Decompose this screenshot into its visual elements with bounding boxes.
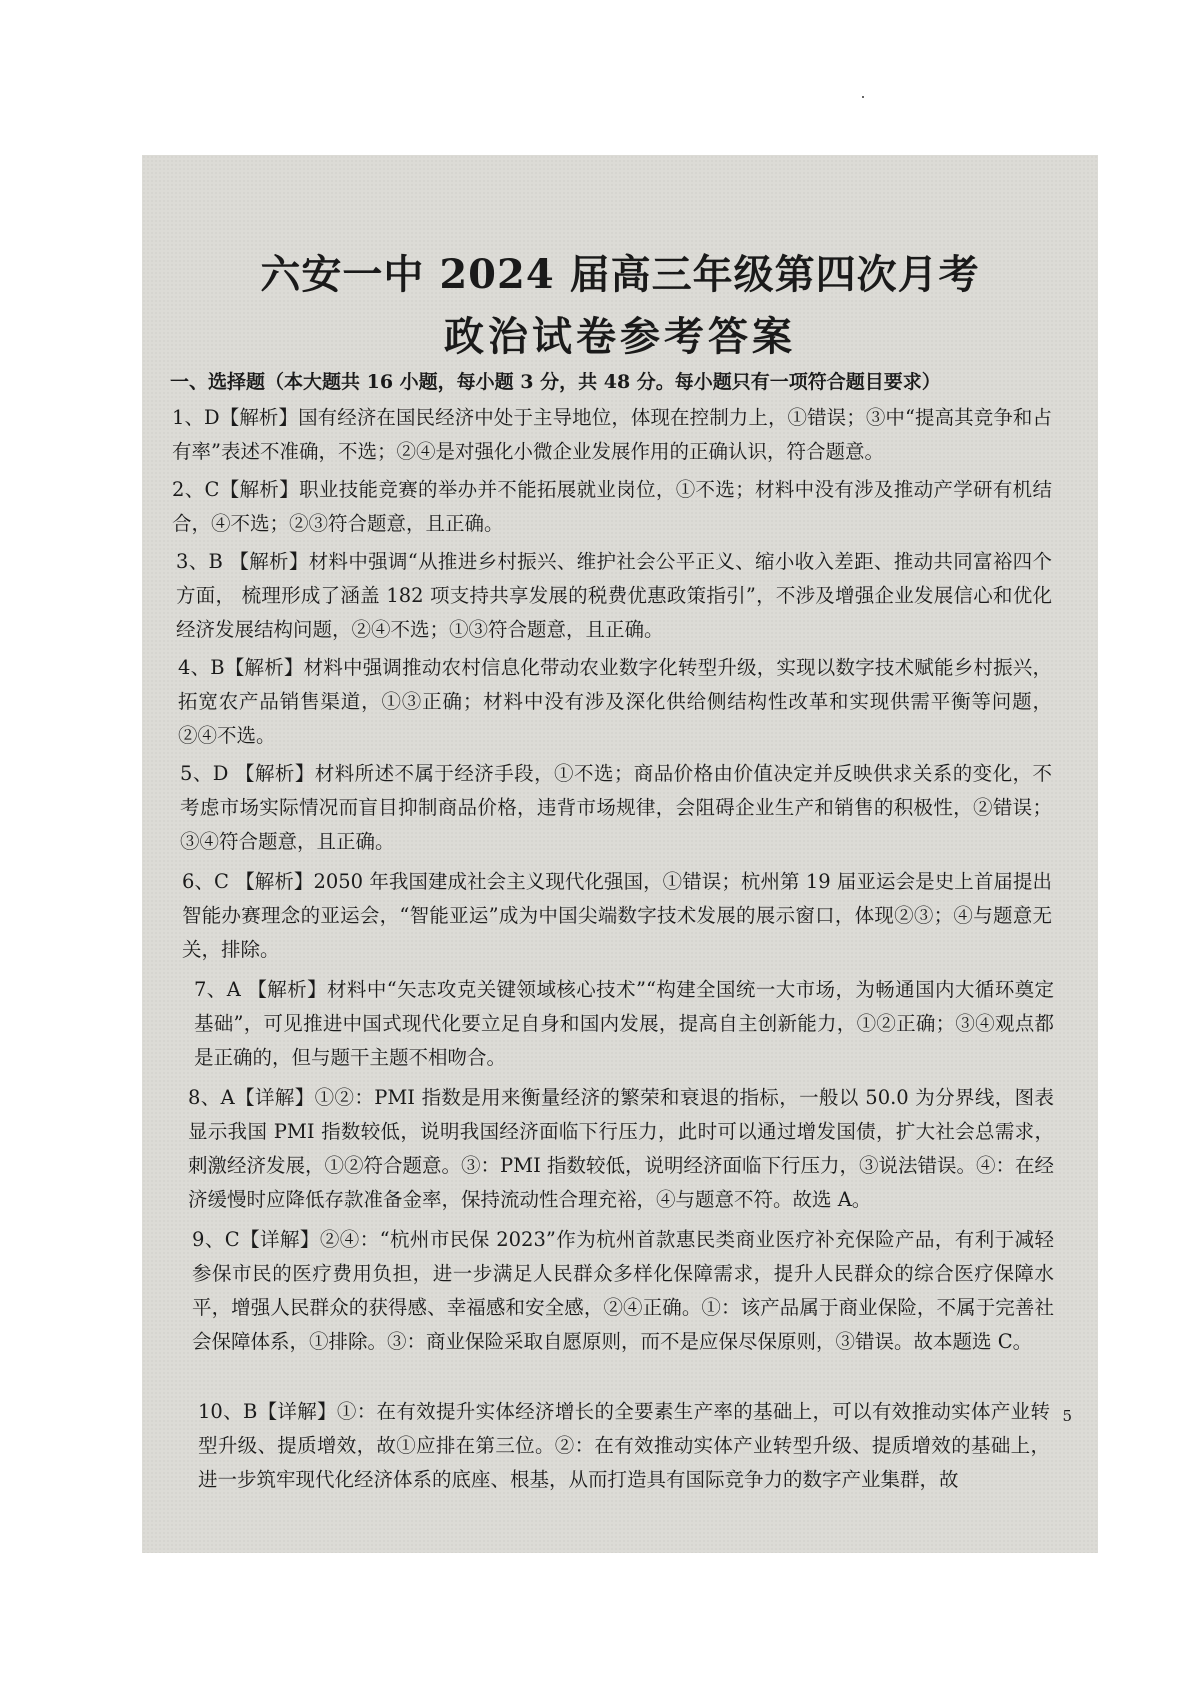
answer-item bbox=[180, 757, 1052, 859]
answer-number: 8、A【详解】 bbox=[188, 1086, 315, 1109]
answer-number: 4、B【解析】 bbox=[178, 656, 304, 679]
answer-number: 2、C【解析】 bbox=[172, 478, 300, 501]
answer-number: 9、C【详解】 bbox=[192, 1228, 320, 1251]
answer-number: 3、B 【解析】 bbox=[176, 550, 309, 573]
answer-item bbox=[188, 1081, 1054, 1217]
answer-explanation: 材料中强调推动农村信息化带动农业数字化转型升级，实现以数字技术赋能乡村振兴，拓宽农产品销售渠道，①③正确；材料中没有涉及深化供给侧结构性改革和实现供需平衡等问题， ②④不选。 bbox=[178, 656, 1052, 747]
answer-explanation: 职业技能竞赛的举办并不能拓展就业岗位，①不选；材料中没有涉及推动产学研有机结合，④不选；②③符合题意，且正确。 bbox=[172, 478, 1052, 535]
section-heading: 一、选择题（本大题共 16 小题，每小题 3 分，共 48 分。每小题只有一项符合题目要求） bbox=[170, 371, 941, 393]
answer-item bbox=[172, 473, 1052, 541]
answer-item bbox=[178, 651, 1052, 753]
answer-explanation: ①②：PMI 指数是用来衡量经济的繁荣和衰退的指标，一般以 50.0 为分界线，图表显示我国 PMI 指数较低，说明我国经济面临下行压力，此时可以通过增发国债，扩大社会总需求，刺激经济发展，①②符合题意。③：PMI 指数较低，说明经济面临下行压力，③说法错误。④：在经济缓慢时应降低存款准备金率，保持流动性合理充裕，④与题意不符。故选 A。 bbox=[188, 1086, 1054, 1211]
answer-number: 10、B【详解】 bbox=[198, 1400, 337, 1423]
document-subtitle: 政治试卷参考答案 bbox=[444, 313, 796, 360]
answer-number: 7、A 【解析】 bbox=[194, 978, 328, 1001]
answer-explanation: 材料所述不属于经济手段，①不选；商品价格由价值决定并反映供求关系的变化，不考虑市场实际情况而盲目抑制商品价格，违背市场规律，会阻碍企业生产和销售的积极性，②错误；③④符合题意，且正确。 bbox=[180, 762, 1052, 853]
answer-explanation: 2050 年我国建成社会主义现代化强国，①错误；杭州第 19 届亚运会是史上首届提出智能办赛理念的亚运会，“智能亚运”成为中国尖端数字技术发展的展示窗口，体现②③；④与题意无关，排除。 bbox=[182, 870, 1052, 961]
answer-explanation: ②④：“杭州市民保 2023”作为杭州首款惠民类商业医疗补充保险产品，有利于减轻参保市民的医疗费用负担，进一步满足人民群众多样化保障需求，提升人民群众的综合医疗保障水平，增强人民群众的获得感、幸福感和安全感，②④正确。①：该产品属于商业保险，不属于完善社会保障体系，①排除。③：商业保险采取自愿原则，而不是应保尽保原则，③错误。故本题选 C。 bbox=[192, 1228, 1054, 1353]
answer-item bbox=[192, 1223, 1054, 1359]
answer-item bbox=[198, 1395, 1050, 1497]
answer-item bbox=[172, 401, 1052, 469]
answer-explanation: 材料中强调“从推进乡村振兴、维护社会公平正义、缩小收入差距、推动共同富裕四个方面， 梳理形成了涵盖 182 项支持共享发展的税费优惠政策指引”，不涉及增强企业发展信心和优化经济发展结构问题，②④不选；①③符合题意，且正确。 bbox=[176, 550, 1052, 641]
answer-item bbox=[194, 973, 1054, 1075]
scanned-answer-sheet bbox=[142, 155, 1098, 1553]
answer-number: 1、D【解析】 bbox=[172, 406, 299, 429]
answer-explanation: 材料中“矢志攻克关键领域核心技术”“构建全国统一大市场，为畅通国内大循环奠定基础”，可见推进中国式现代化要立足自身和国内发展，提高自主创新能力，①②正确；③④观点都是正确的，但与题干主题不相吻合。 bbox=[194, 978, 1054, 1069]
answer-item bbox=[176, 545, 1052, 647]
answer-number: 5、D 【解析】 bbox=[180, 762, 315, 785]
answer-item bbox=[182, 865, 1052, 967]
page-number: 5 bbox=[1062, 1407, 1072, 1425]
answer-explanation: 国有经济在国民经济中处于主导地位，体现在控制力上，①错误；③中“提高其竞争和占有率”表述不准确，不选；②④是对强化小微企业发展作用的正确认识，符合题意。 bbox=[172, 406, 1052, 463]
scan-speck bbox=[862, 96, 864, 98]
answer-number: 6、C 【解析】 bbox=[182, 870, 314, 893]
document-title: 六安一中 2024 届高三年级第四次月考 bbox=[260, 251, 980, 298]
answer-explanation: ①：在有效提升实体经济增长的全要素生产率的基础上，可以有效推动实体产业转型升级、提质增效，故①应排在第三位。②：在有效推动实体产业转型升级、提质增效的基础上，进一步筑牢现代化经济体系的底座、根基，从而打造具有国际竞争力的数字产业集群，故 bbox=[198, 1400, 1050, 1491]
